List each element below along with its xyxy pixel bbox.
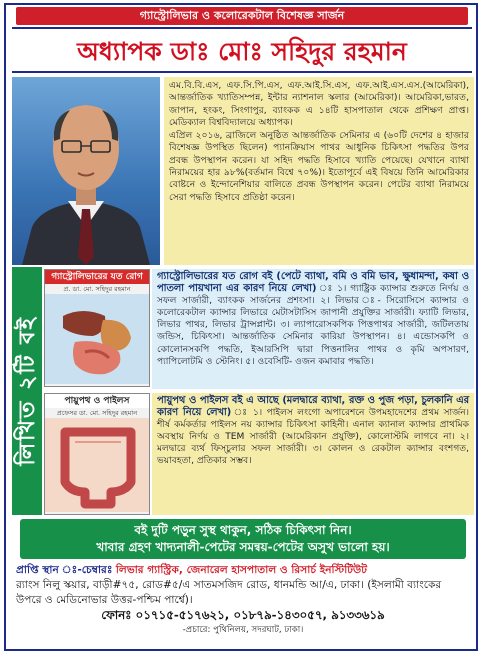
doctor-biography [164, 77, 474, 265]
book2-heading: পায়ুপথ ও পাইলস বই এ আছে (মলদ্বারে ব্যাথা, রক্ত ও পুজ পড়া, চুলকানি এর কারণ নিয়ে লেখা) [157, 395, 469, 419]
phone-numbers: ফোনঃ ০১৭১৫-৫১৭৬২১, ০১৮৭৯-১৪৩০৫৭, ৯১৩৩৬১৯ [101, 608, 385, 622]
digestive-illustration-icon [45, 294, 150, 384]
books-vertical-label [12, 267, 42, 515]
book1-heading: গ্যাস্ট্রোলিভারের যত রোগ বই (পেটে ব্যাথা, বমি ও বমি ভাব, ক্ষুধামন্দা, কষা ও পাতলা পায়খানা এর কারণ নিয়ে লেখা) [157, 271, 469, 295]
book2-description [152, 393, 474, 515]
book1-text: ঃ ১। গ্যাষ্ট্রিক ক্যান্সার শুরুতে নির্ণয় ও সফল সার্জারী, ব্যাংকক সার্জনের প্রশংসা। ২। লিভার ঃ- সিরোসিসে ক্যান্সার ও কলোরেকটাল ক্যান্সার লিভারে মেটাসটাসিস জাপানী প্রযুক্তির সার্জারী। ফ্যাটি লিভার, লিভার পাথর, লিভার ট্রান্সপ্লান্ট। ৩। ল্যাপারোসকপিক পিত্তপাথর সার্জারী, জটিলতায় জন্ডিস, চিকিৎসা। আন্তর্জাতিক সেমিনার কারিয়া উপস্থাপন। ৪। এন্ডোসকপি ও কোলোনসকপি পদ্ধতি, ইআরসিপি দ্বারা পিত্তনালির পাথর ও কৃমি অপসারণ, প্যাপিলোটমি ও স্টেনিং। ৫। ওবেসিটি- ওজন কমাবার পদ্ধতি। [157, 284, 470, 367]
bio-achievements: এপ্রিল ২০১৬, ব্রাজিলে অনুষ্ঠিত আন্তর্জাতিক সেমিনার এ (৬০টি দেশের ৪ হাজার বিশেষজ্ঞ উপস্থিত ছিলেন) প্যানক্রিয়াস পাথর আধুনিক চিকিৎসা পদ্ধতির উপর প্রবন্ধ উপস্থাপন করেন। যা সহিদ পদ্ধতি হিসাবে খ্যাতি পেয়েছে। যেখানে ব্যাথা নিরাময়ের হার ৯৮%(বর্তমান বিশ্বে ৭০%)। ইতোপূর্বে এই বিষয়ে তিনি আমেরিকার বোষ্টনে ও ইন্দোনেশিয়ার বালিতে প্রবন্ধ উপস্থাপন করেন। পেটের ব্যাথা নিরাময়ে সেরা পদ্ধতি হিসাবে প্রতিষ্ঠা করেন। [169, 130, 469, 203]
doctor-photo [12, 77, 160, 265]
bio-qualifications: এম.বি.বি.এস, এফ.সি.পি.এস, এফ.আই.সি.এস, এফ.আই.এস.এস.(আমেরিকা), আন্তর্জাতিক খ্যাতিসম্পন্ন, ইন্টার ন্যাশনাল স্কলার (আমেরিকা)। আমেরিকা,ভারত, জাপান, হংকং, সিংগাপুর, ব্যাংকক এ ১৪টি হাসপাতাল থেকে প্রশিক্ষণ প্রাপ্ত। মেডিক্যাল বিশ্ববিদ্যালয়ে অধ্যাপক। [169, 80, 469, 128]
contact-info [16, 563, 470, 638]
advertisement [4, 3, 478, 651]
book1-description [152, 269, 474, 389]
book2-cover [44, 393, 150, 515]
slogan-line2: খাবার গ্রহণ খাদ্যনালী-পেটের সমন্বয়-পেটের অসুখ ভালো হয়। [96, 540, 390, 554]
books-label-text: লিখিত ২টি বই [14, 316, 40, 466]
book1-cover [44, 269, 150, 387]
chamber-address: র‍্যাংস নিলু স্কয়ার, বাড়ী#৭৫, রোড#৫/এ সাতমসজিদ রোড, ধানমন্ডি আ/এ, ঢাকা। (ইসলামী ব্যাংকের উপরে ও মেডিনোভার উত্তর-পশ্চিম পার্শ্বে)। [16, 579, 442, 606]
specialty-banner: গ্যাস্ট্রোলিভার ও কলোরেকটাল বিশেষজ্ঞ সার্জন [16, 7, 468, 25]
book1-cover-title: গ্যাস্ট্রোলিভারের যত রোগ [45, 270, 149, 284]
book1-cover-author: প্র. ডা. মো. সহিদুর রহমান [63, 285, 131, 293]
doctor-name-title: অধ্যাপক ডাঃ মোঃ সহিদুর রহমান [12, 27, 472, 73]
book2-text: ঃ ১। পাইলস লংগো অপারেশনে উপমহাদেশের প্রথম সার্জন। শীর্ষ কর্মকর্তার পাইলস নয় ক্যান্সার চিকিৎসা কাহিনী। এনাল ক্যানাল ক্যান্সার প্রাথমিক অবস্থায় নির্ণয় ও TEM সার্জারী (আমেরিকান প্রযুক্তি), কোলোস্টমি লাগবে না। ২। মলদ্বারে ব্যর্থ ফিস্চুলার সফল সার্জারী। ৩। কোলন ও রেকটাল ক্যান্সার বংশগত, ভয়াবহতা, প্রতিকার সম্ভব। [157, 408, 469, 467]
book2-cover-title: পায়ুপথ ও পাইলস [45, 394, 149, 408]
chamber-place: লিভার গ্যাস্ট্রিক, জেনারেল হাসপাতাল ও রিসার্চ ইনস্টিটিউট [115, 564, 368, 576]
chamber-label: প্রাপ্তি স্থান ঃ-চেম্বারঃ [16, 564, 113, 576]
slogan-line1: বই দুটি পড়ুন সুস্থ থাকুন, সঠিক চিকিৎসা নিন। [134, 523, 352, 537]
slogan-banner [20, 519, 466, 559]
publisher-credit: -প্রচারে: পুথিনিলয়, সদরঘাট, ঢাকা। [182, 625, 304, 635]
colon-illustration-icon [45, 418, 150, 512]
chamber-line [16, 563, 470, 578]
book2-cover-author: প্রফেসর ডা. মো. সহিদুর রহমান [56, 409, 138, 417]
